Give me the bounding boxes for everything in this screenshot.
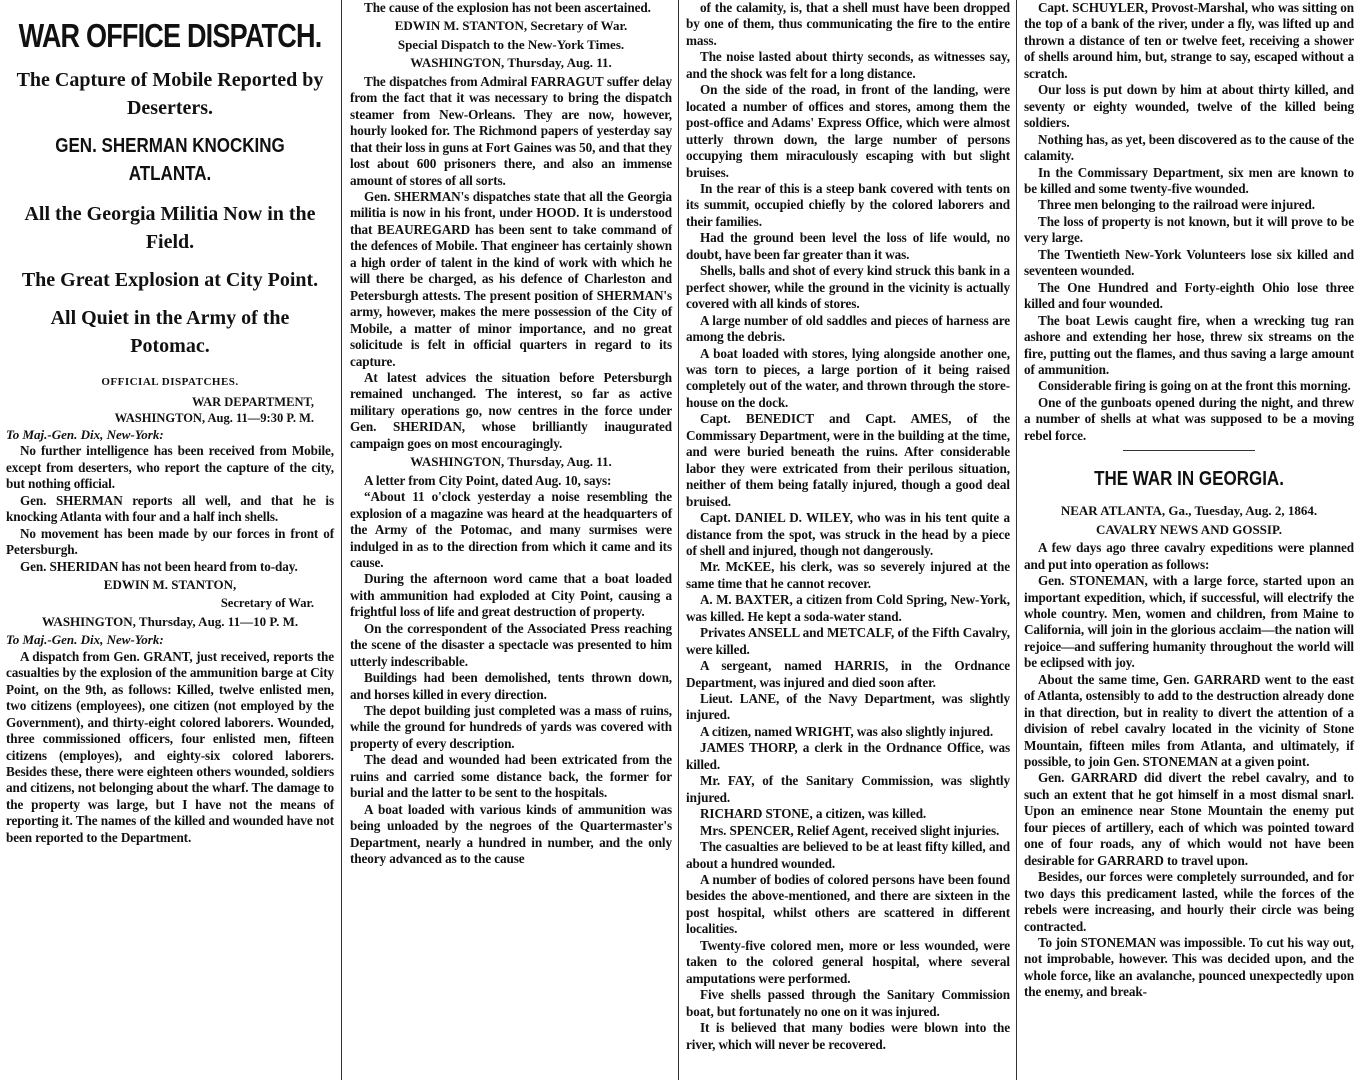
paragraph: Privates ANSELL and METCALF, of the Fifth Cavalry, were killed. — [686, 625, 1010, 657]
paragraph: The Twentieth New-York Volunteers lose six killed and seventeen wounded. — [1024, 246, 1354, 279]
paragraph: Five shells passed through the Sanitary Commission boat, but fortunately no one on it was injured. — [686, 987, 1010, 1019]
paragraph: Gen. SHERMAN's dispatches state that all the Georgia militia is now in his front, under HOOD. It is understood that BEAUREGARD has been sent to take command of the defences of Mobile. That engineer has certainly shown a high order of talent in the kind of work with which he will there be charged, as his defence of Charleston and Petersburgh attests. The present position of SHERMAN's army, however, makes the mere possession of the City of Mobile, a matter of minor importance, and no great solicitude is felt in official quarters in regard to its capture. — [350, 188, 672, 369]
paragraph: Lieut. LANE, of the Navy Department, was slightly injured. — [686, 691, 1010, 723]
column-3 — [680, 0, 1016, 1080]
column-2 — [344, 0, 678, 1080]
column-divider — [1016, 0, 1017, 1080]
paragraph: Shells, balls and shot of every kind struck this bank in a perfect shower, while the ground in the vicinity is actually covered with all kinds of stores. — [686, 263, 1010, 312]
byline: WASHINGTON, Thursday, Aug. 11—10 P. M. — [41, 613, 299, 629]
paragraph: In the rear of this is a steep bank covered with tents on its summit, occupied chiefly by the colored laborers and their families. — [686, 180, 1010, 229]
paragraph: A dispatch from Gen. GRANT, just received, reports the casualties by the explosion of the ammunition barge at City Point, on the 9th, as follows: Killed, twelve enlisted men, two citizens (employees), one citizen (not employed by the Government), and thirty-eight colored laborers. Wounded, three commissioned officers, four enlisted men, fifteen citizens (employes), and eighty-six colored laborers. Besides these, there were eighteen others wounded, soldiers and citizens, not belonging about the wharf. The damage to the property was large, but I have not the means of reporting it. The names of the killed and wounded have not been reported to the Department. — [6, 648, 334, 845]
paragraph: A. M. BAXTER, a citizen from Cold Spring, New-York, was killed. He kept a soda-water stand. — [686, 592, 1010, 624]
address-line: To Maj.-Gen. Dix, New-York: — [6, 426, 164, 442]
paragraph: of the calamity, is, that a shell must have been dropped by one of them, thus communicating the fire to the entire mass. — [686, 0, 1010, 48]
subheadline: All Quiet in the Army of the Potomac. — [50, 307, 290, 357]
subheadline: GEN. SHERMAN KNOCKING ATLANTA. — [55, 135, 285, 185]
paragraph: A few days ago three cavalry expeditions were planned and put into operation as follows: — [1024, 540, 1354, 572]
paragraph: Besides, our forces were completely surrounded, and for two days this predicament lasted, while the forces of the rebels were increasing, and hourly their circle was being contracted. — [1024, 869, 1354, 934]
paragraph: In the Commissary Department, six men are known to be killed and some twenty-five wounded. — [1024, 164, 1354, 196]
paragraph: Mr. McKEE, his clerk, was so severely injured at the same time that he cannot recover. — [686, 559, 1010, 591]
paragraph: Considerable firing is going on at the front this morning. — [1038, 378, 1351, 394]
paragraph: Capt. DANIEL D. WILEY, who was in his tent quite a distance from the spot, was struck in the head by a piece of shell and injured, though not dangerously. — [686, 510, 1010, 558]
paragraph: Gen. SHERIDAN has not been heard from to-day. — [20, 558, 298, 574]
headline: THE WAR IN GEORGIA. — [1094, 468, 1284, 491]
address-line: To Maj.-Gen. Dix, New-York: — [6, 632, 164, 648]
paragraph: No movement has been made by our forces in front of Petersburgh. — [6, 525, 334, 558]
paragraph: About the same time, Gen. GARRARD went to the east of Atlanta, ostensibly to add to the destruction already done in that direction, but in reality to divert the attention of a division of rebel cavalry located in the vicinity of Stone Mountain, fifteen miles from Atlanta, and ultimately, if possible, to join Gen. STONEMAN at a given point. — [1024, 671, 1354, 770]
paragraph: Mrs. SPENCER, Relief Agent, received slight injuries. — [700, 822, 1000, 838]
byline: Special Dispatch to the New-York Times. — [397, 36, 625, 52]
paragraph: At latest advices the situation before Petersburgh remained unchanged. The interest, so far as active military operations go, now centres in the force under Gen. SHERIDAN, whose brilliantly inaugurated campaign goes on most encouragingly. — [350, 369, 672, 451]
paragraph: Gen. STONEMAN, with a large force, started upon an important expedition, which, if successful, will electrify the whole country. Men, women and children, from Maine to California, will join in the glorious acclaim—the nation will rejoice—and suffering humanity throughout the world will be eclipsed with joy. — [1024, 573, 1354, 671]
paragraph: During the afternoon word came that a boat loaded with ammunition had exploded at City Point, causing a frightful loss of life and great destruction of property. — [350, 571, 672, 620]
dateline: Secretary of War. — [220, 596, 314, 611]
paragraph: The One Hundred and Forty-eighth Ohio lose three killed and four wounded. — [1024, 279, 1354, 312]
paragraph: “About 11 o'clock yesterday a noise resembling the explosion of a magazine was heard at the headquarters of the Army of the Potomac, and many surmises were indulged in as to the direction from which it came and its cause. — [350, 489, 672, 570]
paragraph: Twenty-five colored men, more or less wounded, were taken to the colored general hospital, where several amputations were performed. — [686, 937, 1010, 986]
byline: WASHINGTON, Thursday, Aug. 11. — [410, 55, 612, 71]
paragraph: The cause of the explosion has not been ascertained. — [364, 0, 651, 15]
paragraph: The loss of property is not known, but it will prove to be very large. — [1024, 213, 1354, 246]
section-label: OFFICIAL DISPATCHES. — [101, 376, 239, 388]
paragraph: JAMES THORP, a clerk in the Ordnance Office, was killed. — [686, 740, 1010, 772]
column-1 — [0, 0, 340, 1080]
byline: EDWIN M. STANTON, — [103, 576, 237, 592]
byline: NEAR ATLANTA, Ga., Tuesday, Aug. 2, 1864. — [1060, 503, 1318, 519]
dateline: WASHINGTON, Aug. 11—9:30 P. M. — [114, 411, 314, 426]
subheadline: The Capture of Mobile Reported by Deserters. — [16, 69, 324, 119]
paragraph: A boat loaded with various kinds of ammunition was being unloaded by the negroes of the Quartermaster's Department, nearly a hundred in number, and the only theory advanced as to the cause — [350, 801, 672, 867]
paragraph: A citizen, named WRIGHT, was also slightly injured. — [700, 723, 994, 739]
paragraph: The casualties are believed to be at least fifty killed, and about a hundred wounded. — [686, 839, 1010, 871]
paragraph: Capt. SCHUYLER, Provost-Marshal, who was sitting on the top of a bank of the river, under a fly, was lifted up and thrown a distance of ten or twelve feet, receiving a shower of shells around him, but, strange to say, escaped without a scratch. — [1024, 0, 1354, 81]
paragraph: Our loss is put down by him at about thirty killed, and seventy or eighty wounded, twelve of the killed being soldiers. — [1024, 82, 1354, 131]
paragraph: Had the ground been level the loss of life would, no doubt, have been far greater than it was. — [686, 230, 1010, 262]
paragraph: The noise lasted about thirty seconds, as witnesses say, and the shock was felt for a long distance. — [686, 49, 1010, 81]
paragraph: The dispatches from Admiral FARRAGUT suffer delay from the fact that it was necessary to bring the dispatch steamer from New-Orleans. They are now, however, hourly looked for. The Richmond papers of yesterday say that their loss in guns at Fort Gaines was 50, and that they lost about 600 prisoners there, and also an immense amount of stores of all sorts. — [350, 73, 672, 188]
column-divider — [341, 0, 342, 1080]
paragraph: One of the gunboats opened during the night, and threw a number of shells at what was supposed to be a moving rebel force. — [1024, 394, 1354, 443]
byline: EDWIN M. STANTON, Secretary of War. — [394, 18, 628, 34]
separator — [1123, 450, 1255, 451]
paragraph: On the correspondent of the Associated Press reaching the scene of the disaster a spectacle was presented to him utterly indescribable. — [350, 620, 672, 669]
paragraph: Gen. GARRARD did divert the rebel cavalry, and to such an extent that he got himself in a most dismal snarl. Upon an eminence near Stone Mountain the enemy put four pieces of artillery, each of which was pointed toward one of four roads, any of which would not have been desirable for GARRARD to travel upon. — [1024, 770, 1354, 868]
paragraph: A sergeant, named HARRIS, in the Ordnance Department, was injured and died soon after. — [686, 658, 1010, 690]
paragraph: Mr. FAY, of the Sanitary Commission, was slightly injured. — [686, 773, 1010, 805]
subheadline: The Great Explosion at City Point. — [21, 269, 319, 291]
paragraph: A large number of old saddles and pieces of harness are among the debris. — [686, 312, 1010, 345]
paragraph: RICHARD STONE, a citizen, was killed. — [700, 806, 927, 822]
paragraph: To join STONEMAN was impossible. To cut his way out, not improbable, however. This was decided upon, and the whole force, like an avalanche, pounced unexpectedly upon the enemy, and break- — [1024, 935, 1354, 1000]
byline: WASHINGTON, Thursday, Aug. 11. — [410, 454, 612, 470]
paragraph: The boat Lewis caught fire, when a wrecking tug ran ashore and extending her hose, threw six streams on the fire, putting out the flames, and thus saving a large amount of ammunition. — [1024, 312, 1354, 377]
headline: WAR OFFICE DISPATCH. — [18, 17, 322, 54]
paragraph: On the side of the road, in front of the landing, were located a number of offices and stores, among them the post-office and Adams' Express Office, which were almost utterly thrown down, the large number of persons occupying them miraculously escaping with but slight bruises. — [686, 82, 1010, 180]
paragraph: Nothing has, as yet, been discovered as to the cause of the calamity. — [1024, 131, 1354, 164]
paragraph: A letter from City Point, dated Aug. 10, says: — [364, 472, 612, 488]
column-4 — [1018, 0, 1360, 1080]
paragraph: Gen. SHERMAN reports all well, and that he is knocking Atlanta with four and a half inch shells. — [6, 492, 334, 525]
paragraph: A number of bodies of colored persons have been found besides the above-mentioned, and there are sixteen in the post hospital, whilst others are scattered in different localities. — [686, 872, 1010, 937]
paragraph: The depot building just completed was a mass of ruins, while the ground for hundreds of yards was covered with property of every description. — [350, 703, 672, 751]
column-divider — [678, 0, 679, 1080]
dateline: WAR DEPARTMENT, — [191, 395, 314, 409]
subheadline: All the Georgia Militia Now in the Field. — [24, 203, 316, 253]
byline: CAVALRY NEWS AND GOSSIP. — [1096, 521, 1282, 537]
paragraph: It is believed that many bodies were blown into the river, which will never be recovered. — [686, 1020, 1010, 1052]
paragraph: No further intelligence has been received from Mobile, except from deserters, who report the capture of the city, but nothing official. — [6, 443, 334, 492]
paragraph: Buildings had been demolished, tents thrown down, and horses killed in every direction. — [350, 670, 672, 702]
paragraph: Capt. BENEDICT and Capt. AMES, of the Commissary Department, were in the building at the time, and were buried beneath the ruins. After considerable labor they were extricated from their perilous situation, neither of them being fatally injured, though a good deal bruised. — [686, 411, 1010, 509]
paragraph: The dead and wounded had been extricated from the ruins and carried some distance back, the former for burial and the latter to be sent to the hospitals. — [350, 752, 672, 801]
paragraph: Three men belonging to the railroad were injured. — [1038, 197, 1315, 213]
paragraph: A boat loaded with stores, lying alongside another one, was torn to pieces, a large portion of it being raised completely out of the water, and thrown through the store-house on the dock. — [686, 345, 1010, 410]
